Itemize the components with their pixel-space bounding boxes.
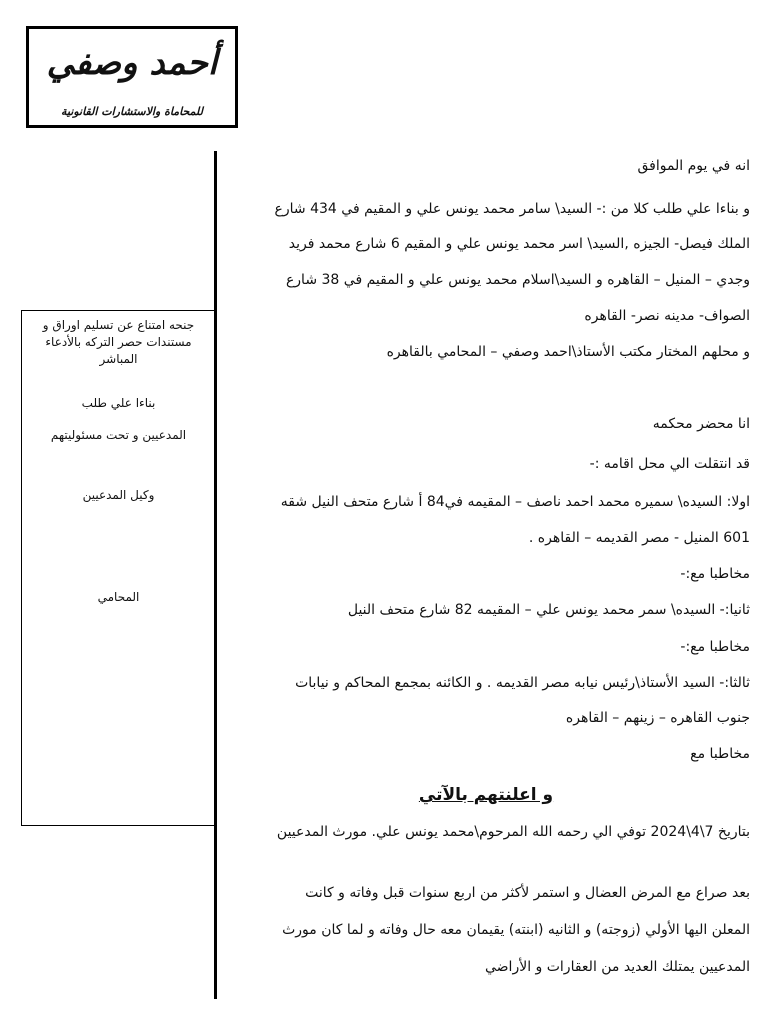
logo-name: أحمد وصفي — [46, 43, 218, 83]
text-line: وجدي – المنيل – القاهره و السيد\اسلام محمد يونس علي و المقيم في 38 شارع — [285, 272, 750, 288]
text-line: و محلهم المختار مكتب الأستاذ\احمد وصفي – المحامي بالقاهره — [386, 344, 750, 360]
sidebar-agent: وكيل المدعيين — [82, 488, 155, 502]
text-line: انه في يوم الموافق — [637, 158, 750, 174]
sidebar-on-request: بناءا علي طلب — [81, 396, 156, 410]
text-line: 601 المنيل - مصر القديمه – القاهره . — [528, 530, 750, 546]
logo-tagline: للمحاماة والاستشارات القانونية — [61, 105, 203, 118]
sidebar-lawyer: المحامي — [97, 590, 140, 604]
text-line: ثالثا:- السيد الأستاذ\رئيس نيابه مصر القديمه . و الكائنه بمجمع المحاكم و نيابات — [295, 675, 750, 691]
text-line: جنوب القاهره – زينهم – القاهره — [565, 710, 750, 726]
text-line: اولا: السيده\ سميره محمد احمد ناصف – المقيمه في84 أ شارع متحف النيل شقه — [280, 494, 750, 510]
text-line: و بناءا علي طلب كلا من :- السيد\ سامر محمد يونس علي و المقيم في 434 شارع — [274, 201, 750, 217]
sidebar-plaintiffs: المدعيين و تحت مسئوليتهم — [50, 428, 187, 442]
letterhead-logo — [26, 26, 238, 128]
paragraph: بتاريخ 7\4\2024 توفي الي رحمه الله المرحوم\محمد يونس علي. مورث المدعيين — [276, 824, 750, 840]
text-line: المعلن اليها الأولي (زوجته) و الثانيه (ابنته) يقيمان معه حال وفاته و لما كان مورث — [282, 922, 750, 938]
text-line: انا محضر محكمه — [652, 416, 750, 432]
text-line: مخاطبا مع — [690, 746, 750, 762]
text-line: مخاطبا مع:- — [680, 639, 750, 655]
case-sidebar — [21, 310, 215, 826]
text-line: مخاطبا مع:- — [680, 566, 750, 582]
text-line: الصواف- مدينه نصر- القاهره — [584, 308, 750, 324]
text-line: قد انتقلت الي محل اقامه :- — [589, 456, 750, 472]
text-line: بعد صراع مع المرض العضال و استمر لأكثر من اربع سنوات قبل وفاته و كانت — [305, 885, 750, 901]
section-heading: و اعلنتهم بالآتي — [418, 785, 554, 805]
text-line: المدعيين يمتلك العديد من العقارات و الأراضي — [485, 959, 750, 975]
text-line: ثانيا:- السيده\ سمر محمد يونس علي – المقيمه 82 شارع متحف النيل — [347, 602, 750, 618]
sidebar-case-title: جنحه امتناع عن تسليم اوراق و مستندات حصر التركه بالأدعاء المباشر — [42, 318, 195, 366]
text-line: الملك فيصل- الجيزه ,السيد\ اسر محمد يونس علي و المقيم 6 شارع محمد فريد — [288, 236, 750, 252]
